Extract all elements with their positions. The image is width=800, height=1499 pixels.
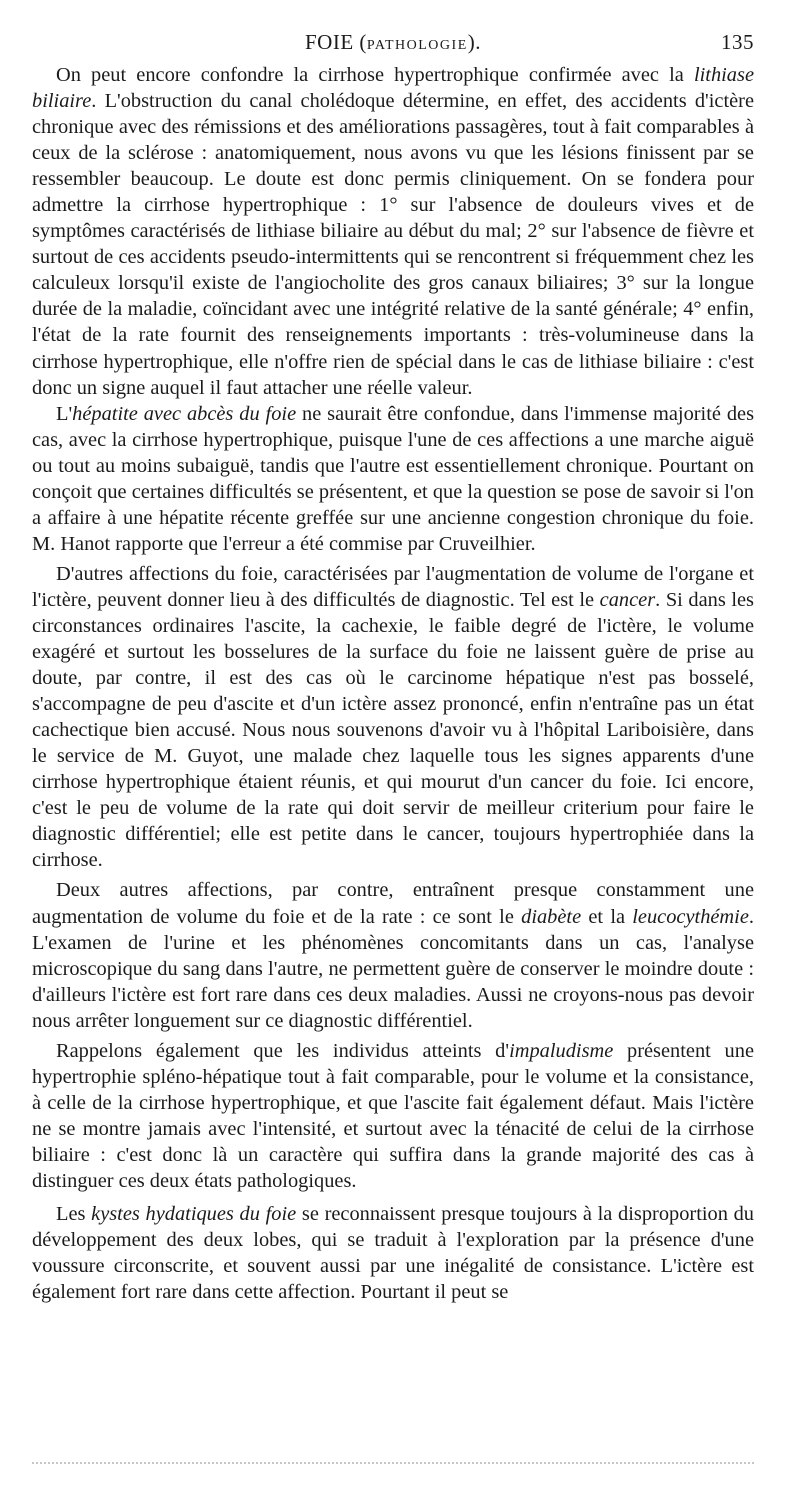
text-run: ne saurait être confondue, dans l'immense majorité des cas, avec la cirrhose hypertrophique, puisque l'une de ces affections a une marche aiguë ou tout au moins subaiguë, tandis que l'autre est essentiellement chronique. Pourtant on conçoit que certaines difficultés se présentent, et que la question se pose de savoir si l'on a affaire à une hépatite récente greffée sur une ancienne congestion chronique du foie. M. Hanot rapporte que l'erreur a été commise par Cruveilhier. xyxy=(32,402,754,555)
italic-term: impaludisme xyxy=(509,1039,614,1062)
running-title xyxy=(32,30,754,55)
text-run: . L'examen de l'urine et les phénomènes concomitants dans un cas, l'analyse microscopique du sang dans l'autre, ne permettent guère de conserver le moindre doute : d'ailleurs l'ictère est fort rare dans ces deux maladies. Aussi ne croyons-nous pas devoir nous arrêter longuement sur ce diagnostic différentiel. xyxy=(32,905,754,1032)
text-run: Deux autres affections, par contre, entraînent presque constamment une augmentation de volume du foie et de la rate : ce sont le xyxy=(32,879,754,928)
italic-term: leucocythémie xyxy=(632,905,749,928)
running-title-main: FOIE ( xyxy=(305,30,367,54)
body-text xyxy=(32,62,754,1305)
paragraph xyxy=(32,1201,754,1305)
text-run: L' xyxy=(56,402,73,425)
italic-term: hépatite avec abcès du foie xyxy=(72,402,297,425)
text-run: présentent une hypertrophie spléno-hépatique tout à fait comparable, pour le volume et la consistance, à celle de la cirrhose hypertrophique, et que l'ascite fait également défaut. Mais l'ictère ne se montre jamais avec l'intensité, et surtout avec la ténacité de celui de la cirrhose biliaire : c'est donc là un caractère qui suffira dans la grande majorité des cas à distinguer ces deux états pathologiques. xyxy=(32,1039,754,1192)
text-run: Rappelons également que les individus atteints d' xyxy=(56,1039,510,1062)
paragraph xyxy=(32,1038,754,1194)
text-run: se reconnaissent presque toujours à la disproportion du développement des deux lobes, qui se traduit à l'exploration par la présence d'une voussure circonscrite, et souvent aussi par une inégalité de consistance. L'ictère est également fort rare dans cette affection. Pourtant il peut se xyxy=(32,1203,754,1304)
italic-term: diabète xyxy=(521,905,582,928)
text-run: Les xyxy=(56,1203,92,1226)
text-run: et la xyxy=(581,905,633,928)
running-header xyxy=(32,30,754,60)
bottom-rule xyxy=(32,1462,754,1470)
paragraph xyxy=(32,561,754,874)
text-run: D'autres affections du foie, caractérisées par l'augmentation de volume de l'organe et l'ictère, peuvent donner lieu à des difficultés de diagnostic. Tel est le xyxy=(32,562,754,611)
running-title-small-caps: PATHOLOGIE xyxy=(366,38,468,53)
text-run: . L'obstruction du canal cholédoque détermine, en effet, des accidents d'ictère chronique avec des rémissions et des améliorations passagères, tout à fait comparables à ceux de la sclérose : anatomiquement, nous avons vu que les lésions finissent par se ressembler beaucoup. Le doute est donc permis cliniquement. On se fondera pour admettre la cirrhose hypertrophique : 1° sur l'absence de douleurs vives et de symptômes caractérisés de lithiase biliaire au début du mal; 2° sur l'absence de fièvre et surtout de ces accidents pseudo-intermittents qui se rencontrent si fréquemment chez les calculeux lorsqu'il existe de l'angiocholite des gros canaux biliaires; 3° sur la longue durée de la maladie, coïncidant avec une intégrité relative de la santé générale; 4° enfin, l'état de la rate fournit des renseignements importants : très-volumineuse dans la cirrhose hypertrophique, elle n'offre rien de spécial dans le cas de lithiase biliaire : c'est donc un signe auquel il faut attacher une réelle valeur. xyxy=(32,90,754,399)
paragraph xyxy=(32,62,754,401)
italic-term: lithiase biliaire xyxy=(32,64,754,113)
paragraph xyxy=(32,877,754,1033)
page-number: 135 xyxy=(721,30,754,54)
text-run: On peut encore confondre la cirrhose hypertrophique confirmée avec la xyxy=(56,64,694,86)
text-run: . Si dans les circonstances ordinaires l'ascite, la cachexie, le faible degré de l'ictère, le volume exagéré et surtout les bosselures de la surface du foie ne laissent guère de prise au doute, par contre, il est des cas où le carcinome hépatique n'est pas bosselé, s'accompagne de peu d'ascite et d'un ictère assez prononcé, enfin n'entraîne pas un état cachectique bien accusé. Nous nous souvenons d'avoir vu à l'hôpital Lariboisière, dans le service de M. Guyot, une malade chez laquelle tous les signes apparents d'une cirrhose hypertrophique étaient réunis, et qui mourut d'un cancer du foie. Ici encore, c'est le peu de volume de la rate qui doit servir de meilleur criterium pour faire le diagnostic différentiel; elle est petite dans le cancer, toujours hypertrophiée dans la cirrhose. xyxy=(32,588,754,872)
paragraph xyxy=(32,401,754,557)
italic-term: cancer xyxy=(599,588,656,611)
italic-term: kystes hydatiques du foie xyxy=(91,1203,297,1226)
running-title-end: ). xyxy=(467,30,481,54)
